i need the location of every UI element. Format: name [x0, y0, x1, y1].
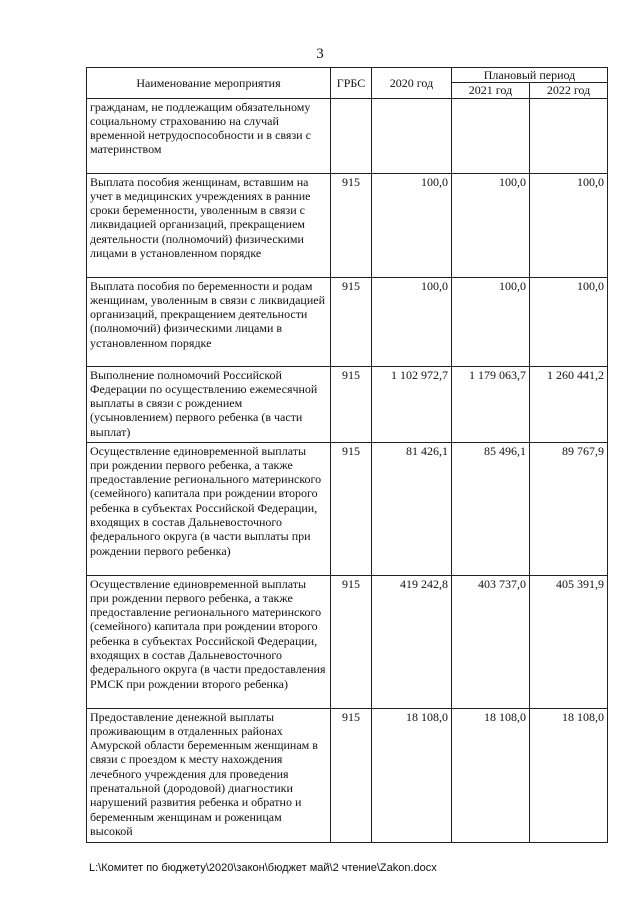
table-row: [87, 277, 608, 366]
cell-2021: 100,0: [452, 277, 530, 366]
cell-2020: 81 426,1: [372, 442, 452, 575]
cell-name: Выплата пособия по беременности и родам женщинам, уволенным в связи с ликвидацией организаций, прекращением деятельности (полномочий) физическими лицами в установленном порядке: [87, 277, 331, 366]
page-number: 3: [316, 46, 324, 62]
cell-name: Предоставление денежной выплаты проживающим в отдаленных районах Амурской области беременным женщинам в связи с проездом к месту нахождения лечебного учреждения для проведения пренатальной (дородовой) диагностики нарушений развития ребенка и обратно и беременным женщинам и роженицам высокой: [87, 708, 331, 842]
cell-2022: 100,0: [530, 277, 608, 366]
cell-2022: [530, 98, 608, 173]
cell-2020: 1 102 972,7: [372, 366, 452, 442]
cell-grbs: 915: [331, 277, 372, 366]
cell-name: Выполнение полномочий Российской Федерации по осуществлению ежемесячной выплаты в связи с рождением (усыновлением) первого ребенка (в части выплат): [87, 366, 331, 442]
cell-2022: 18 108,0: [530, 708, 608, 842]
header-name: Наименование мероприятия: [87, 68, 331, 99]
cell-name: гражданам, не подлежащим обязательному социальному страхованию на случай временной нетрудоспособности и в связи с материнством: [87, 98, 331, 173]
header-2020: 2020 год: [372, 68, 452, 99]
cell-2021: 85 496,1: [452, 442, 530, 575]
header-2021: 2021 год: [452, 83, 530, 98]
header-2022: 2022 год: [530, 83, 608, 98]
cell-2021: [452, 98, 530, 173]
cell-2022: 1 260 441,2: [530, 366, 608, 442]
table-row: [87, 575, 608, 708]
cell-2020: 100,0: [372, 277, 452, 366]
table-row: [87, 442, 608, 575]
cell-2021: 18 108,0: [452, 708, 530, 842]
cell-grbs: [331, 98, 372, 173]
cell-2020: 100,0: [372, 173, 452, 277]
cell-2020: 419 242,8: [372, 575, 452, 708]
cell-2022: 100,0: [530, 173, 608, 277]
cell-2022: 89 767,9: [530, 442, 608, 575]
cell-grbs: 915: [331, 173, 372, 277]
table-row: [87, 98, 608, 173]
cell-grbs: 915: [331, 708, 372, 842]
cell-grbs: 915: [331, 575, 372, 708]
budget-table: [86, 67, 608, 843]
table-row: [87, 708, 608, 842]
cell-2022: 405 391,9: [530, 575, 608, 708]
header-grbs: ГРБС: [331, 68, 372, 99]
cell-grbs: 915: [331, 442, 372, 575]
cell-2021: 100,0: [452, 173, 530, 277]
cell-name: Выплата пособия женщинам, вставшим на учет в медицинских учреждениях в ранние сроки беременности, уволенным в связи с ликвидацией организаций, прекращением деятельности (полномочий) физическими лицами в установленном порядке: [87, 173, 331, 277]
cell-2021: 403 737,0: [452, 575, 530, 708]
footer-file-path: L:\Комитет по бюджету\2020\закон\бюджет май\2 чтение\Zakon.docx: [89, 862, 437, 874]
cell-2020: [372, 98, 452, 173]
header-planned-period: Плановый период: [452, 68, 608, 83]
cell-2021: 1 179 063,7: [452, 366, 530, 442]
cell-2020: 18 108,0: [372, 708, 452, 842]
table-row: [87, 366, 608, 442]
cell-name: Осуществление единовременной выплаты при рождении первого ребенка, а также предоставление регионального материнского (семейного) капитала при рождении второго ребенка в субъектах Российской Федерации, входящих в состав Дальневосточного федерального округа (в части предоставления РМСК при рождении второго ребенка): [87, 575, 331, 708]
cell-grbs: 915: [331, 366, 372, 442]
cell-name: Осуществление единовременной выплаты при рождении первого ребенка, а также предоставление регионального материнского (семейного) капитала при рождении второго ребенка в субъектах Российской Федерации, входящих в состав Дальневосточного федерального округа (в части выплаты при рождении первого ребенка): [87, 442, 331, 575]
table-row: [87, 173, 608, 277]
